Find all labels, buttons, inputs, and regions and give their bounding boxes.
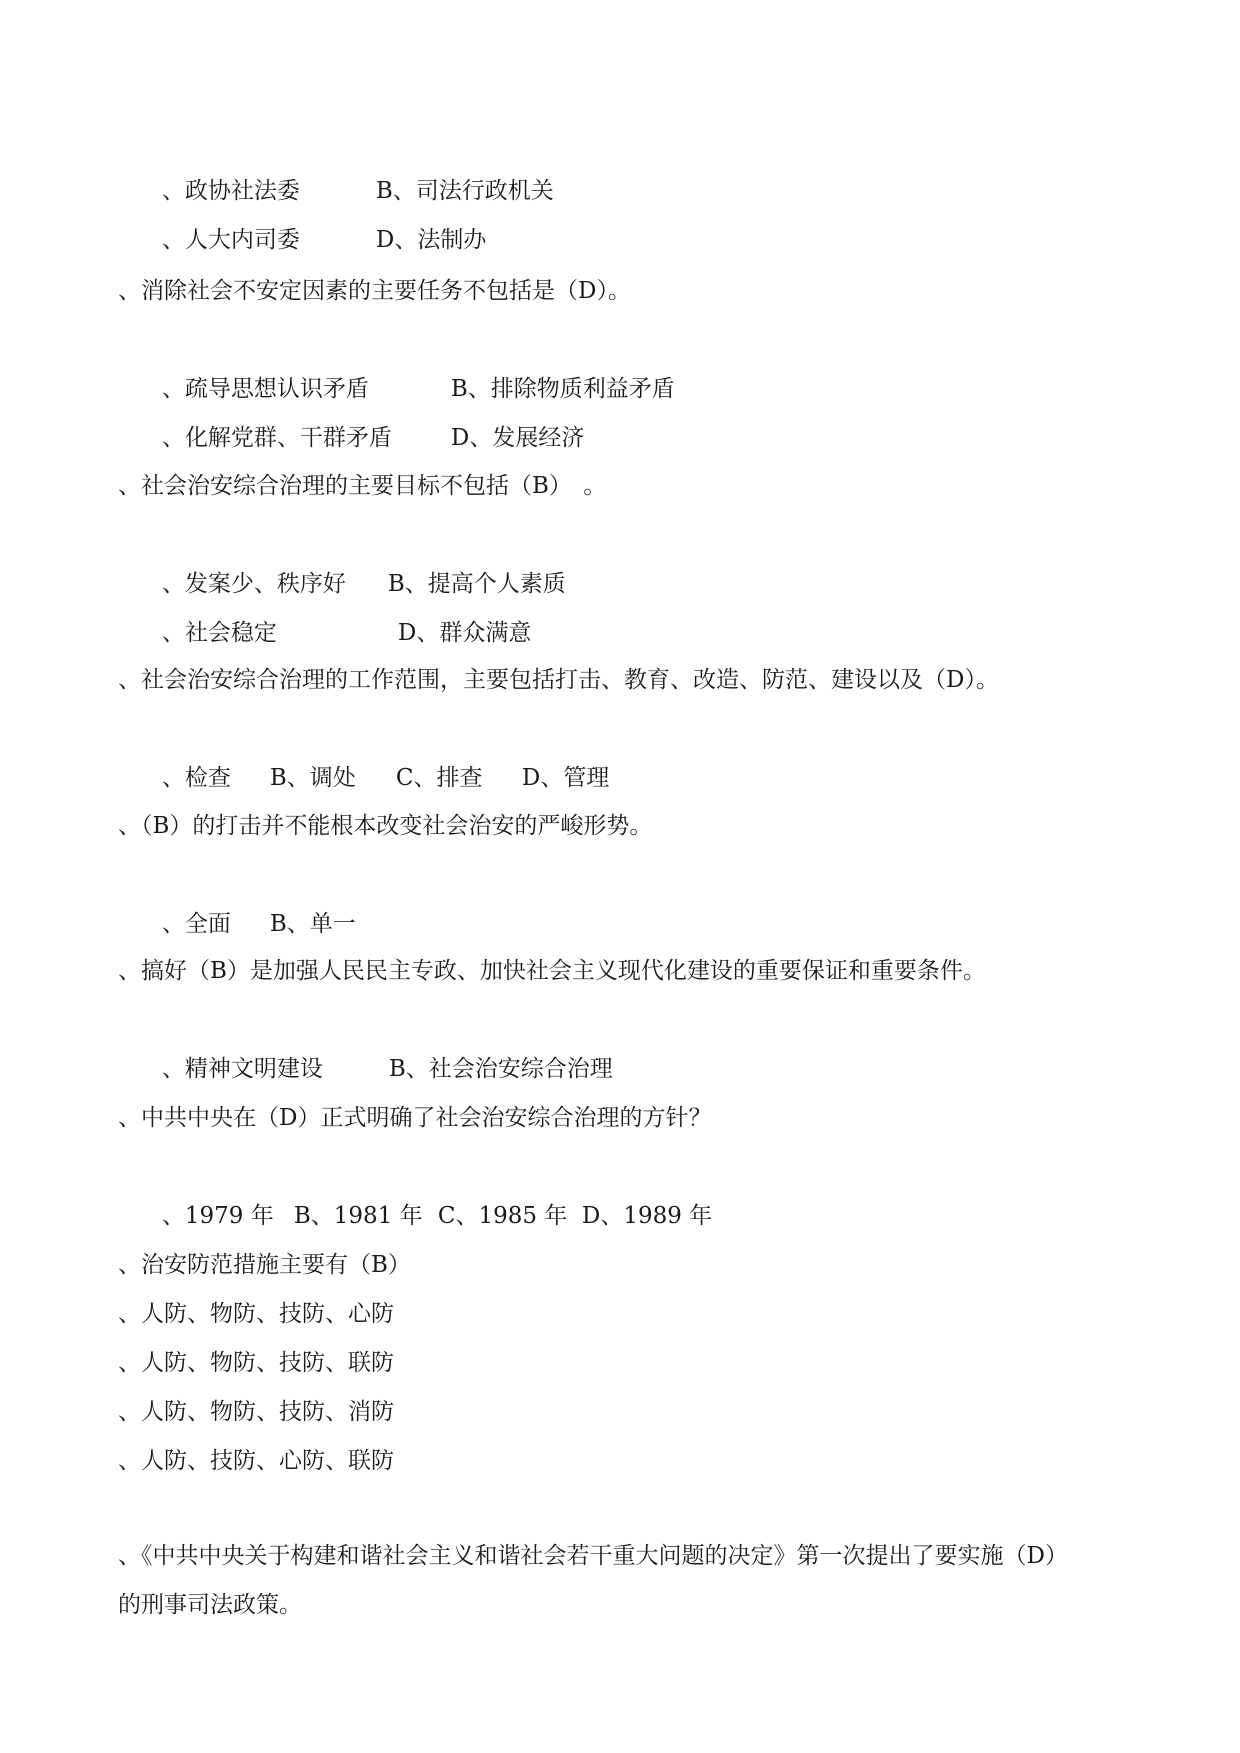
option-a: 、全面 [161,911,231,937]
question-stem: 、（B）的打击并不能根本改变社会治安的严峻形势。 [118,813,653,839]
option-c: C、1985 年 [437,1203,568,1229]
question-6 [118,947,1138,1082]
question-1 [118,118,1138,253]
question-4 [118,656,1138,791]
option-b: B、社会治安综合治理 [388,1056,613,1082]
question-stem-continued: 的刑事司法政策。 [118,1592,302,1618]
option-d: D、群众满意 [397,620,532,646]
option-c: 、人大内司委 [161,227,300,253]
option-b: 、人防、物防、技防、联防 [118,1350,394,1376]
option-a: 、1979 年 [161,1203,274,1229]
question-5 [118,802,1138,937]
option-row [118,996,1138,1082]
option-b: B、单一 [269,911,356,937]
option-b: B、1981 年 [293,1203,423,1229]
option-row [118,511,1138,597]
option-a: 、发案少、秩序好 [161,571,346,597]
option-a: 、政协社法委 [161,178,300,204]
option-row [118,316,1138,402]
question-stem: 、搞好（B）是加强人民民主专政、加快社会主义现代化建设的重要保证和重要条件。 [118,958,986,984]
question-stem: 、社会治安综合治理的工作范围，主要包括打击、教育、改造、防范、建设以及（D）。 [118,667,999,693]
option-row [118,851,1138,937]
option-b: B、调处 [269,765,356,791]
question-stem: 、治安防范措施主要有（B） [118,1252,411,1278]
option-c: 、化解党群、干群矛盾 [161,425,392,451]
option-a: 、疏导思想认识矛盾 [161,376,369,402]
option-d: D、法制办 [375,227,487,253]
question-stem: 、社会治安综合治理的主要目标不包括（B） 。 [118,473,607,499]
option-b: B、排除物质利益矛盾 [450,376,675,402]
question-3 [118,462,1138,646]
question-9 [118,1532,1138,1630]
option-c: C、排查 [395,765,483,791]
question-stem: 、《中共中央关于构建和谐社会主义和谐社会若干重大问题的决定》第一次提出了要实施（D） [118,1543,1068,1569]
option-d: 、人防、技防、心防、联防 [118,1448,394,1474]
option-a: 、检查 [161,765,231,791]
option-row [118,118,1138,204]
option-d: D、1989 年 [581,1203,713,1229]
option-b: B、提高个人素质 [387,571,566,597]
question-7 [118,1094,1138,1229]
question-2 [118,267,1138,451]
option-a: 、人防、物防、技防、心防 [118,1301,394,1327]
option-c: 、社会稳定 [161,620,277,646]
option-d: D、发展经济 [450,425,585,451]
option-a: 、精神文明建设 [161,1056,323,1082]
option-row [118,1143,1138,1229]
option-c: 、人防、物防、技防、消防 [118,1399,394,1425]
question-8 [118,1241,1138,1486]
option-d: D、管理 [521,765,610,791]
option-row [118,705,1138,791]
question-stem: 、消除社会不安定因素的主要任务不包括是（D）。 [118,278,631,304]
option-b: B、司法行政机关 [375,178,554,204]
question-stem: 、中共中央在（D）正式明确了社会治安综合治理的方针？ [118,1105,712,1131]
